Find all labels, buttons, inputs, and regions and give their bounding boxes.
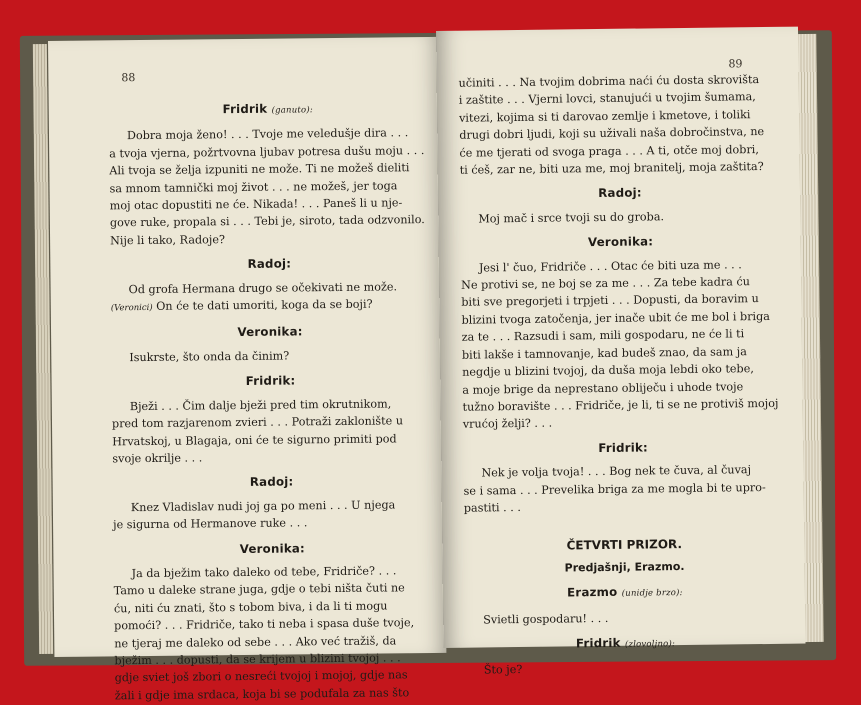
speaker-name: Veronika: xyxy=(239,540,305,556)
speaker-name: Fridrik xyxy=(222,101,268,117)
text-line: Svietli gospodaru! . . . xyxy=(483,611,609,627)
speaker-heading xyxy=(463,438,783,459)
text-line: pred tom razjarenom zvieri . . . Potraži zaklonište u xyxy=(111,414,404,431)
text-line: Što je? xyxy=(483,663,523,677)
line-text: On će te dati umoriti, koga da se boji? xyxy=(156,297,373,313)
text-line: se i sama . . . Prevelika briga za me mogla bi te upro- xyxy=(463,480,766,498)
speaker-name: Veronika: xyxy=(587,234,654,250)
text-line: Tamo u daleke strane juga, gdje o tebi ništa čuti ne xyxy=(113,581,405,598)
speaker-heading xyxy=(113,539,431,560)
speaker-name: Radoj: xyxy=(249,474,294,490)
speaker-heading xyxy=(460,183,780,204)
text-line: biti sve pregorjeti i trpjeti . . . Dopusti, da boravim u xyxy=(461,292,759,310)
page-number: 89 xyxy=(728,57,743,71)
text-line: gdje sviet još zbori o nesreći tvojoj i mojoj, gdje nas xyxy=(114,668,408,685)
speaker-heading xyxy=(110,254,428,275)
speaker-heading xyxy=(111,371,429,392)
text-line: ću, niti ću znati, što s tobom biva, i da li ti mogu xyxy=(113,599,388,616)
text-line: Bježi . . . Čim dalje bježi pred tim okrutnikom, xyxy=(129,397,392,413)
text-line: a tvoja vjerna, požrtvovna ljubav potresa dušu moju . . . xyxy=(109,143,425,161)
page-number: 88 xyxy=(121,71,136,85)
text-line: vrućoj želji? . . . xyxy=(462,416,553,432)
speaker-heading xyxy=(109,99,427,122)
text-line: sa mnom tamnički moj život . . . ne možeš, jer toga xyxy=(109,178,398,195)
text-line: za te . . . Razsudi i sam, mili gospodaru, ne će li ti xyxy=(461,327,745,344)
text-line: učiniti . . . Na tvojim dobrima naći ću dosta skrovišta xyxy=(458,73,760,90)
speaker-name: Erazmo xyxy=(567,584,618,600)
page-text xyxy=(109,91,433,704)
text-line xyxy=(111,295,429,318)
text-line: Nije li tako, Radoje? xyxy=(110,233,226,248)
speaker-name: Radoj: xyxy=(247,256,292,272)
text-line: Isukrste, što onda da činim? xyxy=(129,349,290,365)
text-line: pastiti . . . xyxy=(463,500,521,515)
speaker-heading xyxy=(465,633,785,656)
text-line: Ja da bježim tako daleko od tebe, Fridriče? . . . xyxy=(131,564,397,581)
speaker-name: Fridrik: xyxy=(245,373,296,389)
text-line: ne tjeraj me daleko od sebe . . . Ako već tražiš, da xyxy=(114,633,397,650)
page-text xyxy=(459,71,786,680)
text-line: Jesi l' čuo, Fridriče . . . Otac će biti uza me . . . xyxy=(478,257,742,275)
text-line: bježim . . . dopusti, da se krijem u blizini tvojoj . . . xyxy=(114,651,401,668)
text-line: žali i gdje ima srdaca, koja bi se podufala za nas što xyxy=(114,686,410,703)
left-page xyxy=(48,37,446,703)
speaker-name: Veronika: xyxy=(237,324,303,340)
speaker-name: Radoj: xyxy=(598,185,642,201)
text-line: vitezi, kojima si ti darovao zemlje i kmetove, i toliki xyxy=(458,107,751,125)
text-line: Dobra moja ženo! . . . Tvoje me veledušje dira . . . xyxy=(126,126,409,143)
text-line: negdje u blizini tvojoj, da duša moja lebdi oko tebe, xyxy=(462,362,754,379)
speaker-heading xyxy=(111,322,429,343)
right-page xyxy=(436,27,806,677)
text-line: Nek je volja tvoja! . . . Bog nek te čuva, al čuvaj xyxy=(481,463,752,480)
stage-direction: (Veronici) xyxy=(110,302,153,314)
text-line: drugi dobri ljudi, koji su uživali naša dobročinstva, ne xyxy=(459,125,765,142)
text-line: Hrvatskoj, u Blagaja, oni će te sigurno primiti pod xyxy=(112,431,397,448)
text-line: će me tjerati od svoga praga . . . A ti, otče moj dobri, xyxy=(459,142,759,160)
speaker-name: Fridrik: xyxy=(598,440,648,455)
stage-direction: (zlovoljno): xyxy=(624,639,676,650)
text-line: blizini tvoga zatočenja, jer inače ubit će me bol i briga xyxy=(461,309,770,327)
text-line: pomoći? . . . Fridriče, tako ti neba i spasa duše tvoje, xyxy=(114,616,415,633)
text-line: Od grofa Hermana drugo se očekivati ne može. xyxy=(128,280,398,296)
text-line: Moj mač i srce tvoji su do groba. xyxy=(478,210,665,226)
text-line: gove ruke, propala si . . . Tebi je, siroto, tada odzvonilo. xyxy=(109,213,425,230)
text-line: Ali tvoja se želja izpuniti ne može. Ti ne možeš dieliti xyxy=(109,161,410,178)
text-line: ti ćeš, zar ne, biti uza me, moj branitelj, moja zaštita? xyxy=(459,160,764,177)
text-line: tužno boravište . . . Fridriče, je li, ti se ne protiviš mojoj xyxy=(462,396,779,414)
text-line: biti lakše i tamnovanje, kad budeš znao, da sam ja xyxy=(461,344,747,362)
text-line: moj otac dopustiti ne će. Nikada! . . . Paneš li u nje- xyxy=(109,196,403,213)
text-line: je sigurna od Hermanove ruke . . . xyxy=(113,516,308,532)
speaker-heading xyxy=(113,472,431,493)
text-line: Knez Vladislav nudi joj ga po meni . . . U njega xyxy=(130,498,396,514)
text-line: i zaštite . . . Vjerni lovci, stanujući u tvojim šumama, xyxy=(458,90,756,108)
speaker-heading xyxy=(465,582,785,605)
stage-direction: (ganuto): xyxy=(271,105,313,116)
stage-direction: (unidje brzo): xyxy=(621,588,683,599)
scene-title: ČETVRTI PRIZOR. xyxy=(566,537,683,553)
speaker-heading xyxy=(461,232,781,253)
text-line: a moje brige da neprestano obliječu i uhode tvoje xyxy=(462,379,744,397)
text-line: Ne protivi se, ne boj se za me . . . Za tebe kadra ću xyxy=(461,275,750,292)
speaker-name: Fridrik xyxy=(575,635,621,651)
text-line: svoje okrilje . . . xyxy=(112,451,203,466)
scene-cast: Predjašnji, Erazmo. xyxy=(564,559,685,575)
